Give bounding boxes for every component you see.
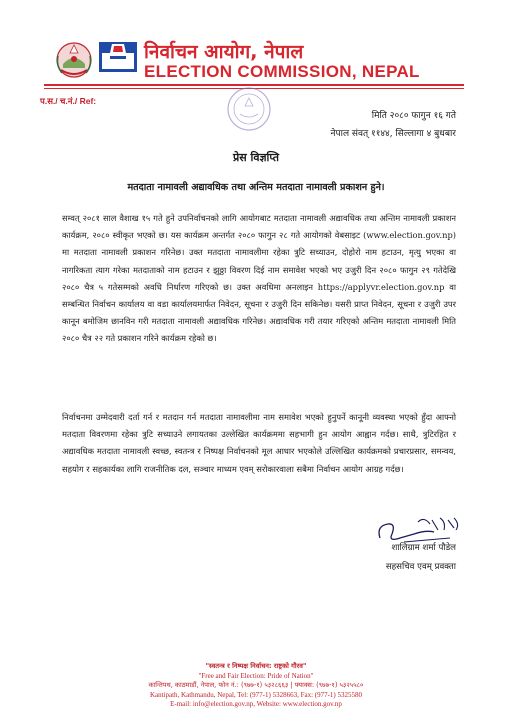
org-name-english: ELECTION COMMISSION, NEPAL: [144, 62, 420, 81]
signatory-name: शालिग्राम शर्मा पौडेल: [391, 543, 456, 553]
footer-motto-english: "Free and Fair Election: Pride of Nation": [198, 671, 314, 680]
ballot-box-logo-icon: [98, 41, 138, 73]
document-title: प्रेस विज्ञप्ति: [232, 151, 280, 164]
ref-label: प.स./ च.नं./ Ref:: [40, 96, 97, 106]
signatory-title: सहसचिव एवम् प्रवक्ता: [385, 562, 456, 572]
date-nepal-samvat: नेपाल संवत् ११४४, सिल्लागा ४ बुधबार: [330, 129, 456, 139]
nepal-emblem-icon: [54, 38, 94, 80]
footer-motto-nepali: "स्वतन्त्र र निष्पक्ष निर्वाचन: राष्ट्रको गौरव": [205, 662, 307, 670]
document-subject: मतदाता नामावली अद्यावधिक तथा अन्तिम मतदाता नामावली प्रकाशन हुने।: [127, 182, 385, 193]
body-paragraph-2: निर्वाचनमा उम्मेदवारी दर्ता गर्न र मतदान गर्न मतदाता नामावलीमा नाम समावेश भएको हुनुपर्ने कानूनी व्यवस्था भएको हुँदा आफ्नो मतदाता विवरणमा रहेका त्रुटि सच्याउने लगायतका उल्लेखित कार्यक्रममा सहभागी हुन आयोग आह्वान गर्दछ। साथै, त्रुटिरहित र अद्यावधिक मतदाता नामावली स्वच्छ, स्वतन्त्र र निष्पक्ष निर्वाचनको मूल आधार भएकोले उल्लिखित कार्यक्रमको प्रचारप्रसार, समन्वय, सहयोग र सहकार्यका लागि राजनीतिक दल, सञ्चार माध्यम एवम् सरोकारवाला सबैमा निर्वाचन आयोग आग्रह गर्दछ।: [62, 412, 456, 474]
footer: [0, 662, 512, 710]
footer-address-english: Kantipath, Kathmandu, Nepal, Tel: (977-1) 5328663, Fax: (977-1) 5325580: [149, 690, 363, 699]
org-name-nepali: निर्वाचन आयोग, नेपाल: [144, 41, 304, 63]
footer-address-nepali: कान्तिपथ, काठमाडौं, नेपाल, फोन नं.: (९७७-१) ५३२८६६३ | फ्याक्स: (९७७-१) ५३२५५८०: [148, 681, 364, 690]
body-paragraph-1: सम्वत् २०८१ साल वैशाख १५ गते हुने उपनिर्वाचनको लागि आयोगबाट मतदाता नामावली अद्यावधिक तथा अन्तिम नामावली प्रकाशन कार्यक्रम, २०८० स्वीकृत भएको छ। यस कार्यक्रम अन्तर्गत २०८० फागुन २८ गते आयोगको वेबसाइट (www.election.gov.np) मा मतदाता नामावली प्रकाशन गरिनेछ। उक्त मतदाता नामावलीमा रहेका त्रुटि सच्याउन, दोहोरो नाम हटाउन, मृत्यु भएका वा नागरिकता त्याग गरेका मतदाताको नाम हटाउन र झुठ्ठा विवरण दिई नाम समावेश भएको भए उजुरी दिन २०८० फागुन २९ गतेदेखि २०८० चैत्र ५ गतेसम्मको अवधि निर्धारण गरिएको छ। उक्त अवधिमा अनलाइन https://applyvr.election.gov.np वा सम्बन्धित निर्वाचन कार्यालय वा वडा कार्यालयमार्फत निवेदन, सूचना र उजुरी दिन सकिनेछ। यसरी प्राप्त निवेदन, सूचना र उजुरी उपर कानून बमोजिम छानविन गरी मतदाता नामावली अद्यावधिक गरिनेछ। अद्यावधिक गरी तयार गरिएको अन्तिम मतदाता नामावली मिति २०८० चैत्र २२ गते प्रकाशन गरिने कार्यक्रम रहेको छ।: [62, 213, 456, 344]
office-seal-icon: [226, 86, 272, 132]
date-gregorian: मिति २०८० फागुन १६ गते: [371, 111, 456, 121]
footer-contact: E-mail: info@election.gov.np, Website: www.election.gov.np: [170, 700, 342, 709]
